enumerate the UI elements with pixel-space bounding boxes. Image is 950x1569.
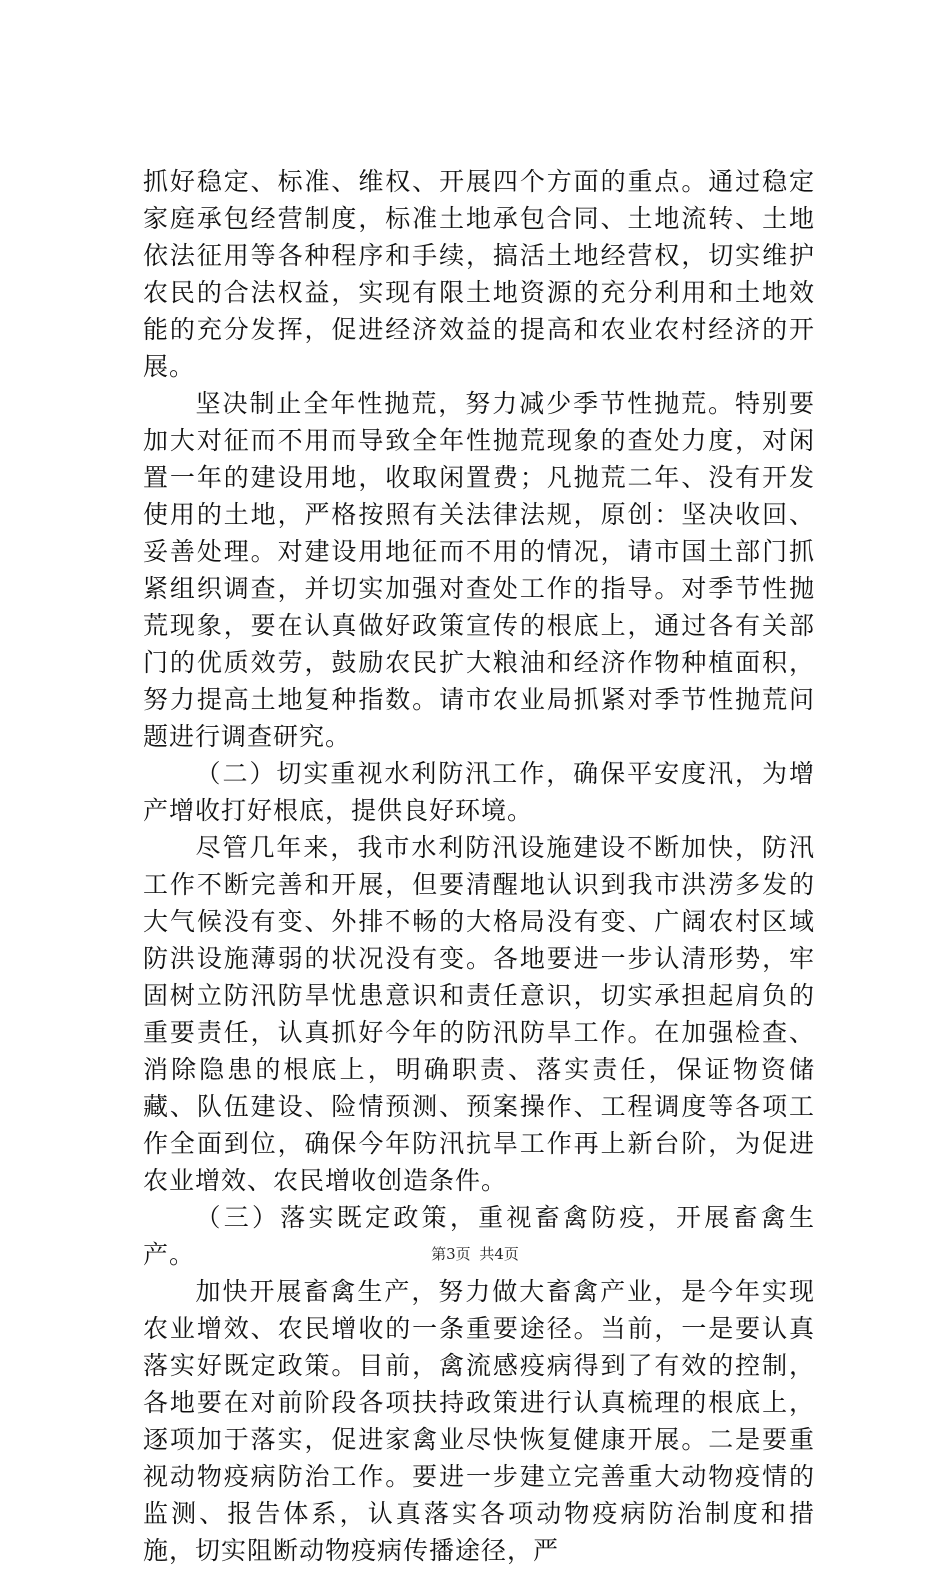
- section-heading-2: （二）切实重视水利防汛工作，确保平安度汛，为增产增收打好根底，提供良好环境。: [143, 759, 815, 825]
- paragraph-1: 抓好稳定、标准、维权、开展四个方面的重点。通过稳定家庭承包经营制度，标准土地承包合同、土地流转、土地依法征用等各种程序和手续，搞活土地经营权，切实维护农民的合法权益，实现有限土地资源的充分利用和土地效能的充分发挥，促进经济效益的提高和农业农村经济的开展。: [143, 167, 815, 381]
- paragraph-2: 坚决制止全年性抛荒，努力减少季节性抛荒。特别要加大对征而不用而导致全年性抛荒现象的查处力度，对闲置一年的建设用地，收取闲置费；凡抛荒二年、没有开发使用的土地，严格按照有关法律法规，原创：坚决收回、妥善处理。对建设用地征而不用的情况，请市国土部门抓紧组织调查，并切实加强对查处工作的指导。对季节性抛荒现象，要在认真做好政策宣传的根底上，通过各有关部门的优质效劳，鼓励农民扩大粮油和经济作物种植面积，努力提高土地复种指数。请市农业局抓紧对季节性抛荒问题进行调查研究。: [143, 389, 815, 751]
- document-body: [143, 163, 815, 1569]
- page-number: 第3页: [431, 1245, 471, 1263]
- page-total: 共4页: [479, 1245, 519, 1263]
- paragraph-4: 加快开展畜禽生产，努力做大畜禽产业，是今年实现农业增效、农民增收的一条重要途径。当前，一是要认真落实好既定政策。目前，禽流感疫病得到了有效的控制，各地要在对前阶段各项扶持政策进行认真梳理的根底上，逐项加于落实，促进家禽业尽快恢复健康开展。二是要重视动物疫病防治工作。要进一步建立完善重大动物疫情的监测、报告体系，认真落实各项动物疫病防治制度和措施，切实阻断动物疫病传播途径，严: [143, 1277, 815, 1565]
- page-footer: [0, 1243, 950, 1264]
- section-heading-3: （三）落实既定政策，重视畜禽防疫，开展畜禽生产。: [143, 1203, 815, 1269]
- paragraph-3: 尽管几年来，我市水利防汛设施建设不断加快，防汛工作不断完善和开展，但要清醒地认识到我市洪涝多发的大气候没有变、外排不畅的大格局没有变、广阔农村区域防洪设施薄弱的状况没有变。各地要进一步认清形势，牢固树立防汛防旱忧患意识和责任意识，切实承担起肩负的重要责任，认真抓好今年的防汛防旱工作。在加强检查、消除隐患的根底上，明确职责、落实责任，保证物资储藏、队伍建设、险情预测、预案操作、工程调度等各项工作全面到位，确保今年防汛抗旱工作再上新台阶，为促进农业增效、农民增收创造条件。: [143, 833, 815, 1195]
